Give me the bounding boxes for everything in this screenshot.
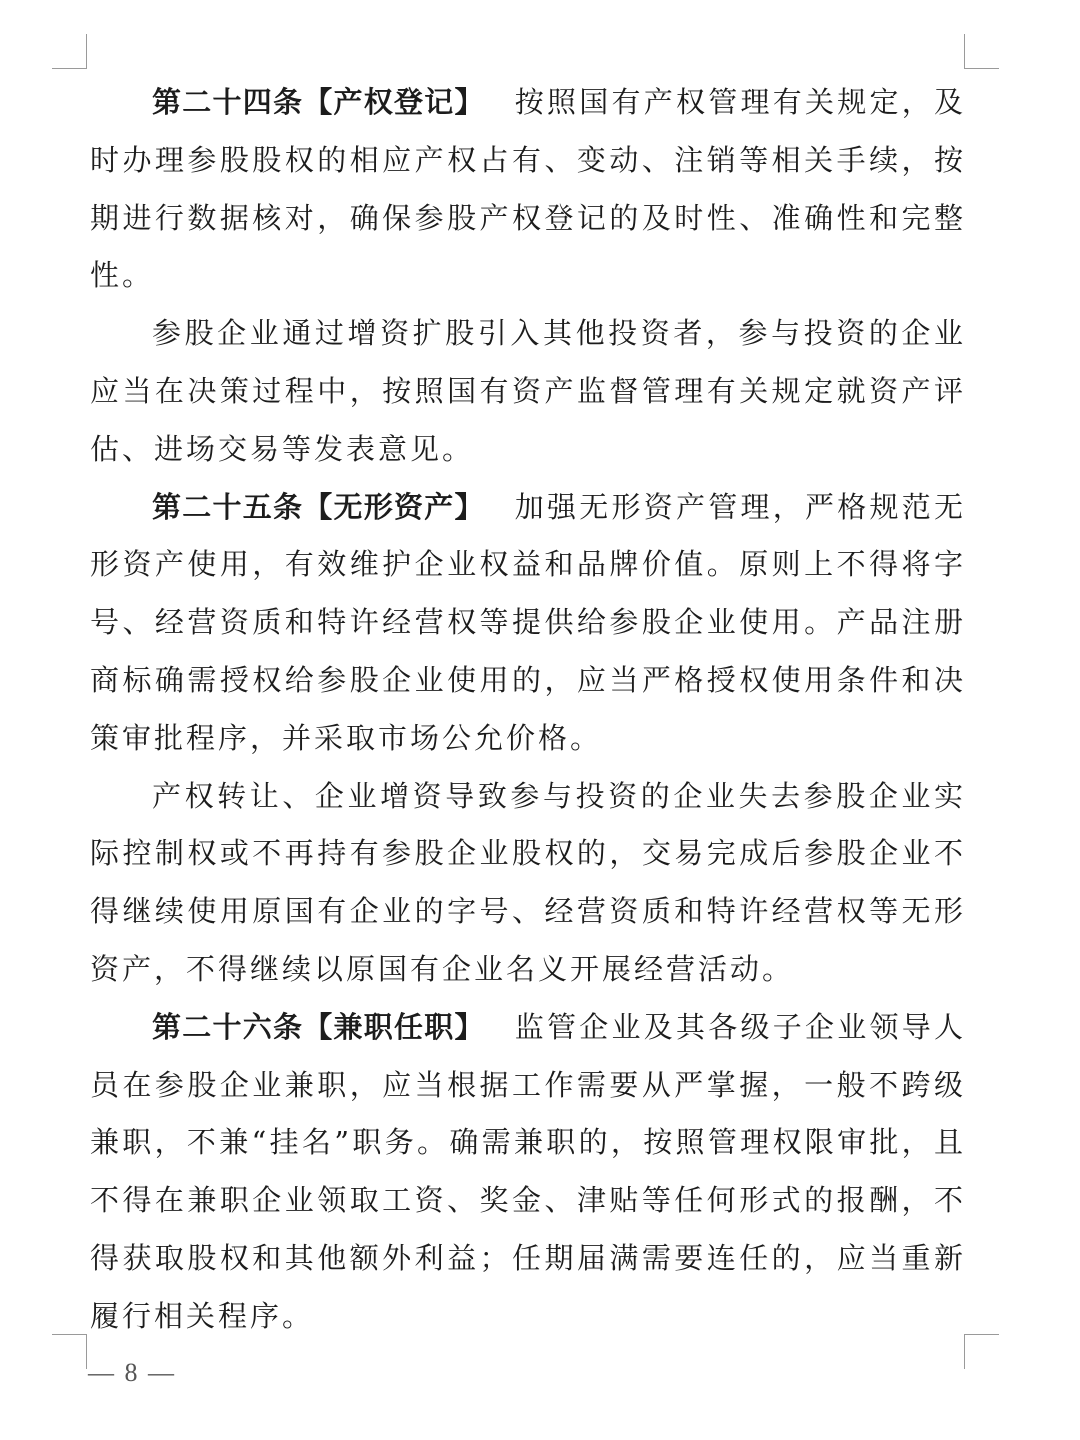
crop-mark-top-right: [964, 34, 999, 69]
paragraph: [90, 305, 966, 478]
article-text: 监管企业及其各级子企业领导人员在参股企业兼职，应当根据工作需要从严掌握，一般不跨级兼职，不兼“挂名”职务。确需兼职的，按照管理权限审批，且不得在兼职企业领取工资、奖金、津贴等任何形式的报酬，不得获取股权和其他额外利益；任期届满需要连任的，应当重新履行相关程序。: [90, 1009, 966, 1333]
article-heading: 第二十四条【产权登记】: [152, 85, 485, 119]
article-text: 加强无形资产管理，严格规范无形资产使用，有效维护企业权益和品牌价值。原则上不得将字号、经营资质和特许经营权等提供给参股企业使用。产品注册商标确需授权给参股企业使用的，应当严格授权使用条件和决策审批程序，并采取市场公允价格。: [90, 489, 966, 755]
article-text: 按照国有产权管理有关规定，及时办理参股股权的相应产权占有、变动、注销等相关手续，按期进行数据核对，确保参股产权登记的及时性、准确性和完整性。: [90, 85, 966, 293]
page-number: — 8 —: [88, 1358, 176, 1387]
article-heading: 第二十六条【兼职任职】: [152, 1009, 485, 1044]
document-body: [90, 74, 966, 1346]
crop-mark-top-left: [52, 34, 87, 69]
crop-mark-bottom-right: [964, 1334, 999, 1369]
paragraph: [90, 768, 966, 999]
article-24: [90, 74, 966, 305]
article-26: [90, 999, 966, 1346]
article-heading: 第二十五条【无形资产】: [152, 489, 485, 524]
crop-mark-bottom-left: [52, 1334, 87, 1369]
article-25: [90, 479, 966, 768]
paragraph-text: 参股企业通过增资扩股引入其他投资者，参与投资的企业应当在决策过程中，按照国有资产监督管理有关规定就资产评估、进场交易等发表意见。: [90, 316, 966, 466]
paragraph-text: 产权转让、企业增资导致参与投资的企业失去参股企业实际控制权或不再持有参股企业股权的，交易完成后参股企业不得继续使用原国有企业的字号、经营资质和特许经营权等无形资产，不得继续以原国有企业名义开展经营活动。: [90, 778, 966, 986]
